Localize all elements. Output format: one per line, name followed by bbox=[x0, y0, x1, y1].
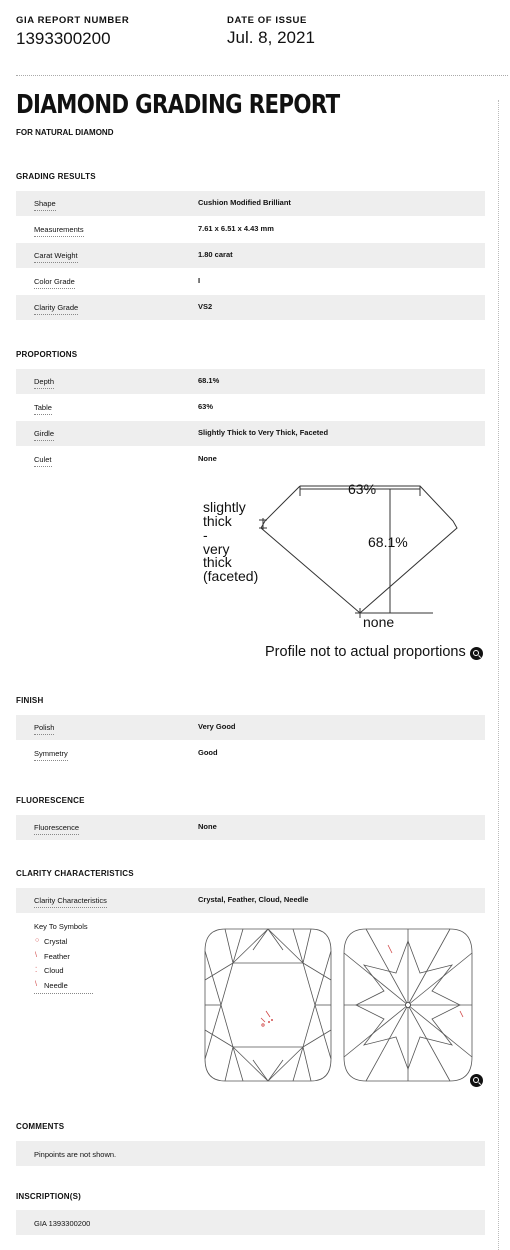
row-value: I bbox=[198, 276, 201, 285]
key-title: Key To Symbols bbox=[34, 922, 88, 931]
row-label: Measurements bbox=[34, 225, 84, 237]
key-item-label: Crystal bbox=[44, 937, 68, 946]
proportions-row-culet bbox=[16, 447, 485, 472]
inscription-text: GIA 1393300200 bbox=[34, 1219, 91, 1228]
grading-row-measurements bbox=[16, 217, 485, 242]
diamond-profile bbox=[259, 486, 457, 618]
row-value: Good bbox=[198, 748, 218, 757]
comments-heading: COMMENTS bbox=[16, 1122, 65, 1131]
report-number-label: GIA REPORT NUMBER bbox=[16, 15, 130, 26]
proportions-row-girdle bbox=[16, 421, 485, 446]
comments-row bbox=[16, 1141, 485, 1166]
row-label: Color Grade bbox=[34, 277, 75, 289]
clarity-zoom-icon[interactable] bbox=[470, 1074, 483, 1087]
culet-label: none bbox=[363, 614, 395, 630]
girdle-label-4: very bbox=[203, 541, 230, 557]
girdle-label-3: - bbox=[203, 527, 208, 543]
report-subtitle: FOR NATURAL DIAMOND bbox=[16, 128, 114, 137]
proportions-heading: PROPORTIONS bbox=[16, 350, 78, 359]
date-of-issue-label: DATE OF ISSUE bbox=[227, 15, 307, 26]
girdle-label-2: thick bbox=[203, 513, 232, 529]
zoom-icon[interactable] bbox=[470, 647, 483, 660]
row-value: 1.80 carat bbox=[198, 250, 233, 259]
crystal-symbol-icon: ○ bbox=[35, 937, 40, 944]
girdle-label-6: (faceted) bbox=[203, 568, 259, 584]
girdle-label-5: thick bbox=[203, 554, 232, 570]
header-divider bbox=[16, 75, 508, 76]
fluorescence-row bbox=[16, 815, 485, 840]
row-value: Slightly Thick to Very Thick, Faceted bbox=[198, 428, 329, 437]
row-label: Carat Weight bbox=[34, 251, 78, 263]
row-value: VS2 bbox=[198, 302, 213, 311]
finish-heading: FINISH bbox=[16, 696, 44, 705]
profile-note: Profile not to actual proportions bbox=[265, 644, 466, 660]
clarity-heading: CLARITY CHARACTERISTICS bbox=[16, 869, 134, 878]
key-divider bbox=[34, 993, 93, 994]
grading-row-color-grade bbox=[16, 269, 485, 294]
key-item-cloud bbox=[34, 966, 88, 981]
date-of-issue: Jul. 8, 2021 bbox=[227, 28, 315, 47]
table-percent-label: 63% bbox=[348, 481, 377, 497]
row-value: Very Good bbox=[198, 722, 236, 731]
key-to-symbols bbox=[34, 922, 88, 995]
grading-row-clarity-grade bbox=[16, 295, 485, 320]
depth-percent-label: 68.1% bbox=[368, 534, 408, 550]
clarity-row bbox=[16, 888, 485, 913]
comments-text: Pinpoints are not shown. bbox=[34, 1150, 117, 1159]
fluorescence-heading: FLUORESCENCE bbox=[16, 796, 85, 805]
key-item-label: Needle bbox=[44, 980, 68, 990]
row-label: Symmetry bbox=[34, 749, 68, 761]
row-value: Crystal, Feather, Cloud, Needle bbox=[198, 895, 309, 904]
finish-row-polish bbox=[16, 715, 485, 740]
key-item-label: Feather bbox=[44, 951, 70, 961]
cloud-symbol-icon: ⁚ bbox=[35, 967, 38, 974]
clarity-plot-crown bbox=[203, 925, 333, 1085]
row-label: Polish bbox=[34, 723, 54, 735]
row-label: Table bbox=[34, 403, 52, 415]
report-number: 1393300200 bbox=[16, 29, 111, 48]
side-divider bbox=[498, 100, 499, 1250]
inscriptions-heading: INSCRIPTION(S) bbox=[16, 1192, 82, 1201]
clarity-plot-pavilion bbox=[342, 925, 474, 1085]
row-label: Clarity Grade bbox=[34, 303, 78, 315]
grading-row-carat-weight bbox=[16, 243, 485, 268]
row-value: 63% bbox=[198, 402, 214, 411]
needle-symbol-icon: \ bbox=[35, 980, 37, 988]
proportions-diagram bbox=[195, 476, 465, 636]
grading-row-shape bbox=[16, 191, 485, 216]
row-label: Fluorescence bbox=[34, 823, 79, 835]
key-item-crystal bbox=[34, 937, 88, 952]
row-label: Depth bbox=[34, 377, 54, 389]
proportions-row-depth bbox=[16, 369, 485, 394]
girdle-label-1: slightly bbox=[203, 499, 246, 515]
proportions-row-table bbox=[16, 395, 485, 420]
inscriptions-row bbox=[16, 1210, 485, 1235]
row-value: 7.61 x 6.51 x 4.43 mm bbox=[198, 224, 274, 233]
report-title: DIAMOND GRADING REPORT bbox=[16, 90, 340, 120]
row-label: Culet bbox=[34, 455, 52, 467]
finish-row-symmetry bbox=[16, 741, 485, 766]
key-item-label: Cloud bbox=[44, 966, 64, 975]
row-label: Girdle bbox=[34, 429, 54, 441]
key-item-feather bbox=[34, 952, 88, 967]
feather-symbol-icon: \ bbox=[35, 951, 37, 959]
grading-results-heading: GRADING RESULTS bbox=[16, 172, 96, 181]
row-label: Clarity Characteristics bbox=[34, 896, 107, 908]
row-value: None bbox=[198, 822, 217, 831]
row-value: 68.1% bbox=[198, 376, 220, 385]
row-label: Shape bbox=[34, 199, 56, 211]
row-value: Cushion Modified Brilliant bbox=[198, 198, 291, 207]
row-value: None bbox=[198, 454, 217, 463]
